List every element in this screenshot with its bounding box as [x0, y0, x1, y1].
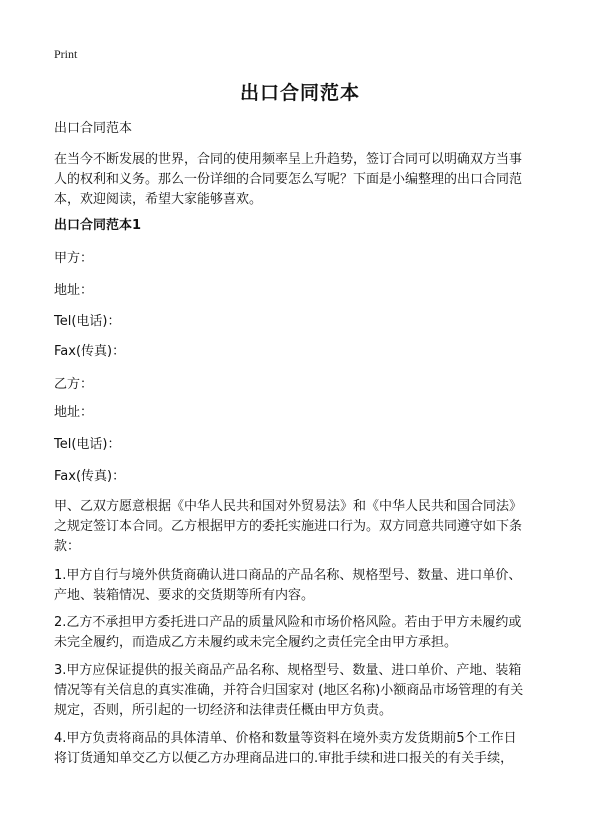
clause-line: 产地、装箱情况、要求的交货期等所有内容。 — [54, 588, 315, 603]
intro-line: 在当今不断发展的世界，合同的使用频率呈上升趋势，签订合同可以明确双方当事 — [54, 152, 523, 167]
clause-line: 3.甲方应保证提供的报关商品产品名称、规格型号、数量、进口单价、产地、装箱 — [54, 663, 522, 678]
party-a-address-label: 地址： — [54, 283, 94, 298]
clause-line: 2.乙方不承担甲方委托进口产品的质量风险和市场价格风险。若由于甲方未履约或 — [54, 615, 522, 630]
print-label: Print — [54, 47, 78, 61]
party-b-tel-label: Tel(电话)： — [54, 437, 121, 452]
clause-line: 未完全履约，而造成乙方未履约或未完全履约之责任完全由甲方承担。 — [54, 635, 458, 650]
party-a-name-label: 甲方： — [54, 251, 94, 266]
clause-line: 将订货通知单交乙方以便乙方办理商品进口的.审批手续和进口报关的有关手续， — [54, 751, 514, 766]
preamble-line: 款： — [54, 539, 81, 554]
clause-2 — [54, 613, 554, 653]
preamble-paragraph — [54, 497, 554, 557]
party-b-address-label: 地址： — [54, 405, 94, 420]
clause-4 — [54, 729, 554, 769]
section-heading: 出口合同范本1 — [54, 218, 142, 233]
intro-line: 人的权利和义务。那么一份详细的合同要怎么写呢？下面是小编整理的出口合同范 — [54, 172, 523, 187]
party-b-fax-label: Fax(传真)： — [54, 469, 126, 484]
intro-line: 本，欢迎阅读，希望大家能够喜欢。 — [54, 192, 263, 207]
preamble-line: 之规定签订本合同。乙方根据甲方的委托实施进口行为。双方同意共同遵守如下条 — [54, 519, 523, 534]
clause-3 — [54, 661, 554, 721]
clause-line: 情况等有关信息的真实准确，并符合归国家对 (地区名称)小额商品市场管理的有关 — [54, 683, 524, 698]
clause-1 — [54, 566, 554, 606]
preamble-line: 甲、乙双方愿意根据《中华人民共和国对外贸易法》和《中华人民共和国合同法》 — [54, 499, 523, 514]
intro-paragraph — [54, 150, 554, 210]
party-b-name-label: 乙方： — [54, 377, 94, 392]
party-a-tel-label: Tel(电话)： — [54, 314, 121, 329]
clause-line: 规定，否则，所引起的一切经济和法律责任概由甲方负责。 — [54, 703, 393, 718]
party-a-fax-label: Fax(传真)： — [54, 344, 126, 359]
document-title: 出口合同范本 — [239, 82, 360, 104]
clause-line: 1.甲方自行与境外供货商确认进口商品的产品名称、规格型号、数量、进口单价、 — [54, 568, 522, 583]
clause-line: 4.甲方负责将商品的具体清单、价格和数量等资料在境外卖方发货期前5个工作日 — [54, 731, 517, 746]
document-subtitle: 出口合同范本 — [54, 121, 133, 136]
